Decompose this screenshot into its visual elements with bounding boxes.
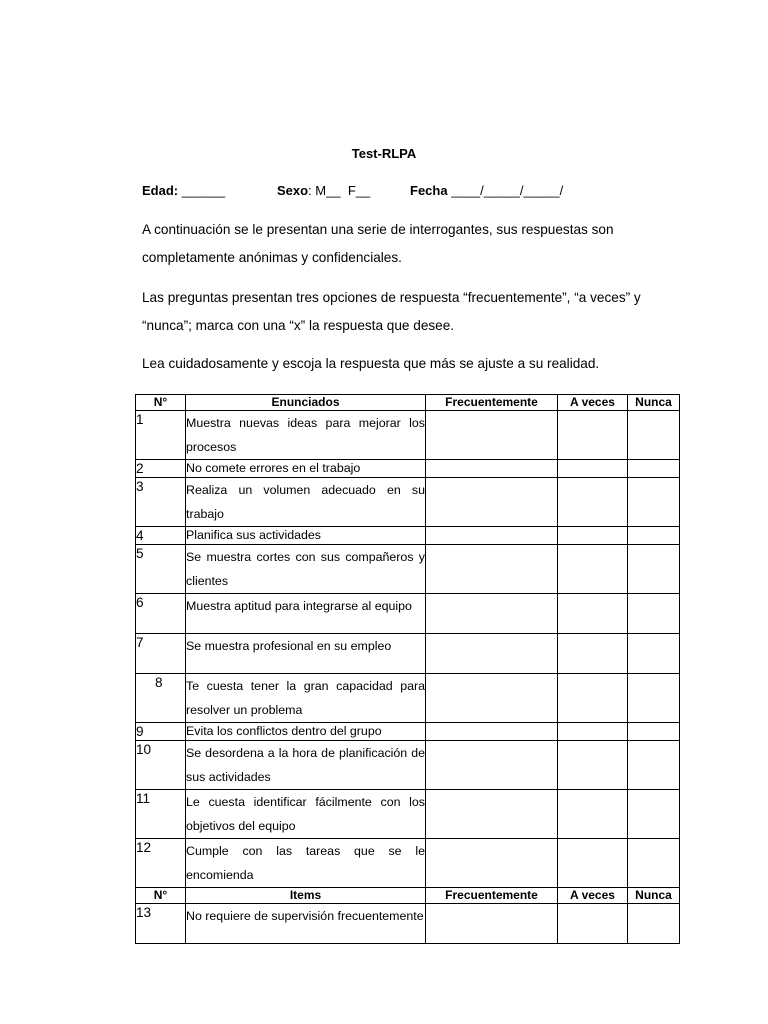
row-number: 12: [136, 839, 186, 888]
row-number: 3: [136, 478, 186, 527]
answer-frecuentemente-cell[interactable]: [426, 674, 558, 723]
answer-a-veces-cell[interactable]: [558, 674, 628, 723]
answer-frecuentemente-cell[interactable]: [426, 460, 558, 478]
table-row: [136, 839, 680, 888]
answer-a-veces-cell[interactable]: [558, 904, 628, 944]
answer-nunca-cell[interactable]: [628, 723, 680, 741]
table-row: [136, 411, 680, 460]
answer-nunca-cell[interactable]: [628, 904, 680, 944]
answer-a-veces-cell[interactable]: [558, 741, 628, 790]
row-statement: No requiere de supervisión frecuentemente: [186, 904, 426, 944]
row-statement: Se muestra cortes con sus compañeros y clientes: [186, 545, 426, 594]
answer-frecuentemente-cell[interactable]: [426, 634, 558, 674]
row-number: 6: [136, 594, 186, 634]
sexo-label: Sexo: [277, 183, 309, 198]
header-number: N°: [136, 395, 186, 411]
answer-nunca-cell[interactable]: [628, 634, 680, 674]
answer-nunca-cell[interactable]: [628, 478, 680, 527]
answer-frecuentemente-cell[interactable]: [426, 527, 558, 545]
row-statement: Muestra aptitud para integrarse al equipo: [186, 594, 426, 634]
row-number: 5: [136, 545, 186, 594]
row-number: 2: [136, 460, 186, 478]
table-row: [136, 674, 680, 723]
instruction-paragraph: Lea cuidadosamente y escoja la respuesta que más se ajuste a su realidad.: [142, 356, 600, 371]
sexo-field: [277, 183, 370, 198]
answer-nunca-cell[interactable]: [628, 741, 680, 790]
answer-nunca-cell[interactable]: [628, 527, 680, 545]
answer-nunca-cell[interactable]: [628, 594, 680, 634]
table-row: [136, 634, 680, 674]
row-number: 1: [136, 411, 186, 460]
header-items: Items: [186, 888, 426, 904]
answer-a-veces-cell[interactable]: [558, 545, 628, 594]
row-statement: Realiza un volumen adecuado en su trabajo: [186, 478, 426, 527]
answer-a-veces-cell[interactable]: [558, 790, 628, 839]
header-a-veces: A veces: [558, 395, 628, 411]
answer-a-veces-cell[interactable]: [558, 594, 628, 634]
answer-frecuentemente-cell[interactable]: [426, 411, 558, 460]
header-nunca: Nunca: [628, 395, 680, 411]
header-a-veces: A veces: [558, 888, 628, 904]
table-row: [136, 741, 680, 790]
answer-frecuentemente-cell[interactable]: [426, 545, 558, 594]
answer-a-veces-cell[interactable]: [558, 478, 628, 527]
table-row: [136, 790, 680, 839]
sexo-options: : M__ F__: [308, 183, 371, 198]
row-number: 7: [136, 634, 186, 674]
answer-a-veces-cell[interactable]: [558, 723, 628, 741]
row-number: 10: [136, 741, 186, 790]
answer-frecuentemente-cell[interactable]: [426, 839, 558, 888]
row-number: 13: [136, 904, 186, 944]
row-statement: Muestra nuevas ideas para mejorar los procesos: [186, 411, 426, 460]
header-number: N°: [136, 888, 186, 904]
table-row: [136, 904, 680, 944]
table-header-row: [136, 395, 680, 411]
answer-a-veces-cell[interactable]: [558, 839, 628, 888]
options-paragraph: Las preguntas presentan tres opciones de respuesta “frecuentemente”, “a veces” y “nunca”; marca con una “x” la respuesta que desee.: [142, 290, 641, 333]
answer-nunca-cell[interactable]: [628, 460, 680, 478]
questionnaire-table: [135, 394, 680, 944]
answer-frecuentemente-cell[interactable]: [426, 904, 558, 944]
row-number: 8: [136, 674, 186, 723]
answer-frecuentemente-cell[interactable]: [426, 790, 558, 839]
row-statement: Se desordena a la hora de planificación de sus actividades: [186, 741, 426, 790]
header-frecuentemente: Frecuentemente: [426, 888, 558, 904]
answer-frecuentemente-cell[interactable]: [426, 594, 558, 634]
row-statement: Cumple con las tareas que se le encomienda: [186, 839, 426, 888]
answer-a-veces-cell[interactable]: [558, 460, 628, 478]
answer-nunca-cell[interactable]: [628, 411, 680, 460]
table-row: [136, 460, 680, 478]
edad-label: Edad:: [142, 183, 179, 198]
row-statement: Le cuesta identificar fácilmente con los objetivos del equipo: [186, 790, 426, 839]
answer-nunca-cell[interactable]: [628, 674, 680, 723]
fecha-label: Fecha: [410, 183, 448, 198]
answer-frecuentemente-cell[interactable]: [426, 723, 558, 741]
header-enunciados: Enunciados: [186, 395, 426, 411]
answer-nunca-cell[interactable]: [628, 790, 680, 839]
table-row: [136, 527, 680, 545]
row-statement: Planifica sus actividades: [186, 527, 426, 545]
header-frecuentemente: Frecuentemente: [426, 395, 558, 411]
answer-nunca-cell[interactable]: [628, 545, 680, 594]
row-number: 11: [136, 790, 186, 839]
table-row: [136, 723, 680, 741]
table-row: [136, 594, 680, 634]
row-statement: Evita los conflictos dentro del grupo: [186, 723, 426, 741]
fecha-blank: ____/_____/_____/: [447, 183, 564, 198]
row-statement: Se muestra profesional en su empleo: [186, 634, 426, 674]
edad-blank: ______: [178, 183, 226, 198]
answer-a-veces-cell[interactable]: [558, 634, 628, 674]
intro-paragraph: A continuación se le presentan una serie de interrogantes, sus respuestas son completamente anónimas y confidenciales.: [142, 222, 614, 265]
row-number: 9: [136, 723, 186, 741]
table-row: [136, 545, 680, 594]
edad-field: [142, 183, 225, 198]
table-subheader-row: [136, 888, 680, 904]
header-nunca: Nunca: [628, 888, 680, 904]
page-title: Test-RLPA: [351, 146, 417, 161]
answer-a-veces-cell[interactable]: [558, 411, 628, 460]
answer-frecuentemente-cell[interactable]: [426, 478, 558, 527]
answer-nunca-cell[interactable]: [628, 839, 680, 888]
answer-frecuentemente-cell[interactable]: [426, 741, 558, 790]
row-number: 4: [136, 527, 186, 545]
row-statement: No comete errores en el trabajo: [186, 460, 426, 478]
fecha-field: [410, 183, 563, 198]
table-row: [136, 478, 680, 527]
row-statement: Te cuesta tener la gran capacidad para resolver un problema: [186, 674, 426, 723]
answer-a-veces-cell[interactable]: [558, 527, 628, 545]
